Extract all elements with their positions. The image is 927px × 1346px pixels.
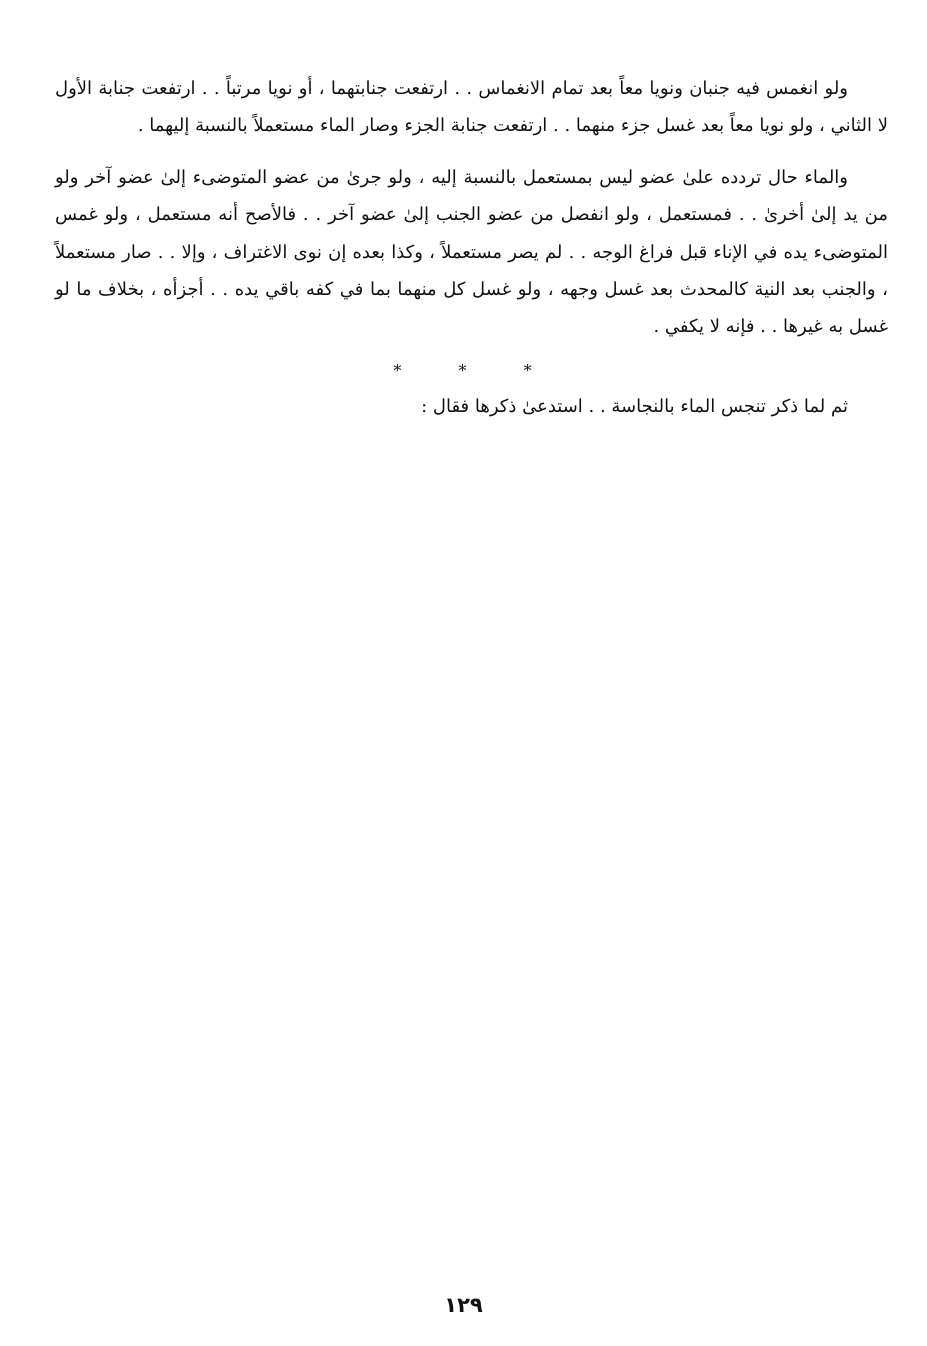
page-body <box>55 70 888 425</box>
page-number: ١٢٩ <box>444 1293 483 1317</box>
section-separator: * * * <box>393 360 558 380</box>
paragraph-used-water: والماء حال تردده علىٰ عضو ليس بمستعمل بالنسبة إليه ، ولو جرىٰ من عضو المتوضىء إلىٰ عضو آخر ولو من يد إلىٰ أخرىٰ . . فمستعمل ، ولو انفصل من عضو الجنب إلىٰ عضو آخر . . فالأصح أنه مستعمل ، ولو غمس المتوضىء يده في الإناء قبل فراغ الوجه . . لم يصر مستعملاً ، وكذا بعده إن نوى الاغتراف ، وإلا . . صار مستعملاً ، والجنب بعد النية كالمحدث بعد غسل وجهه ، ولو غسل كل منهما بما في كفه باقي يده . . أجزأه ، بخلاف ما لو غسل به غيرها . . فإنه لا يكفي . <box>55 166 888 338</box>
paragraph-immersion-two-junub: ولو انغمس فيه جنبان ونويا معاً بعد تمام الانغماس . . ارتفعت جنابتهما ، أو نويا مرتباً . . ارتفعت جنابة الأول لا الثاني ، ولو نويا معاً بعد غسل جزء منهما . . ارتفعت جنابة الجزء وصار الماء مستعملاً بالنسبة إليهما . <box>55 78 888 137</box>
paragraph-transition-najasa: ثم لما ذكر تنجس الماء بالنجاسة . . استدعىٰ ذكرها فقال : <box>421 395 848 417</box>
